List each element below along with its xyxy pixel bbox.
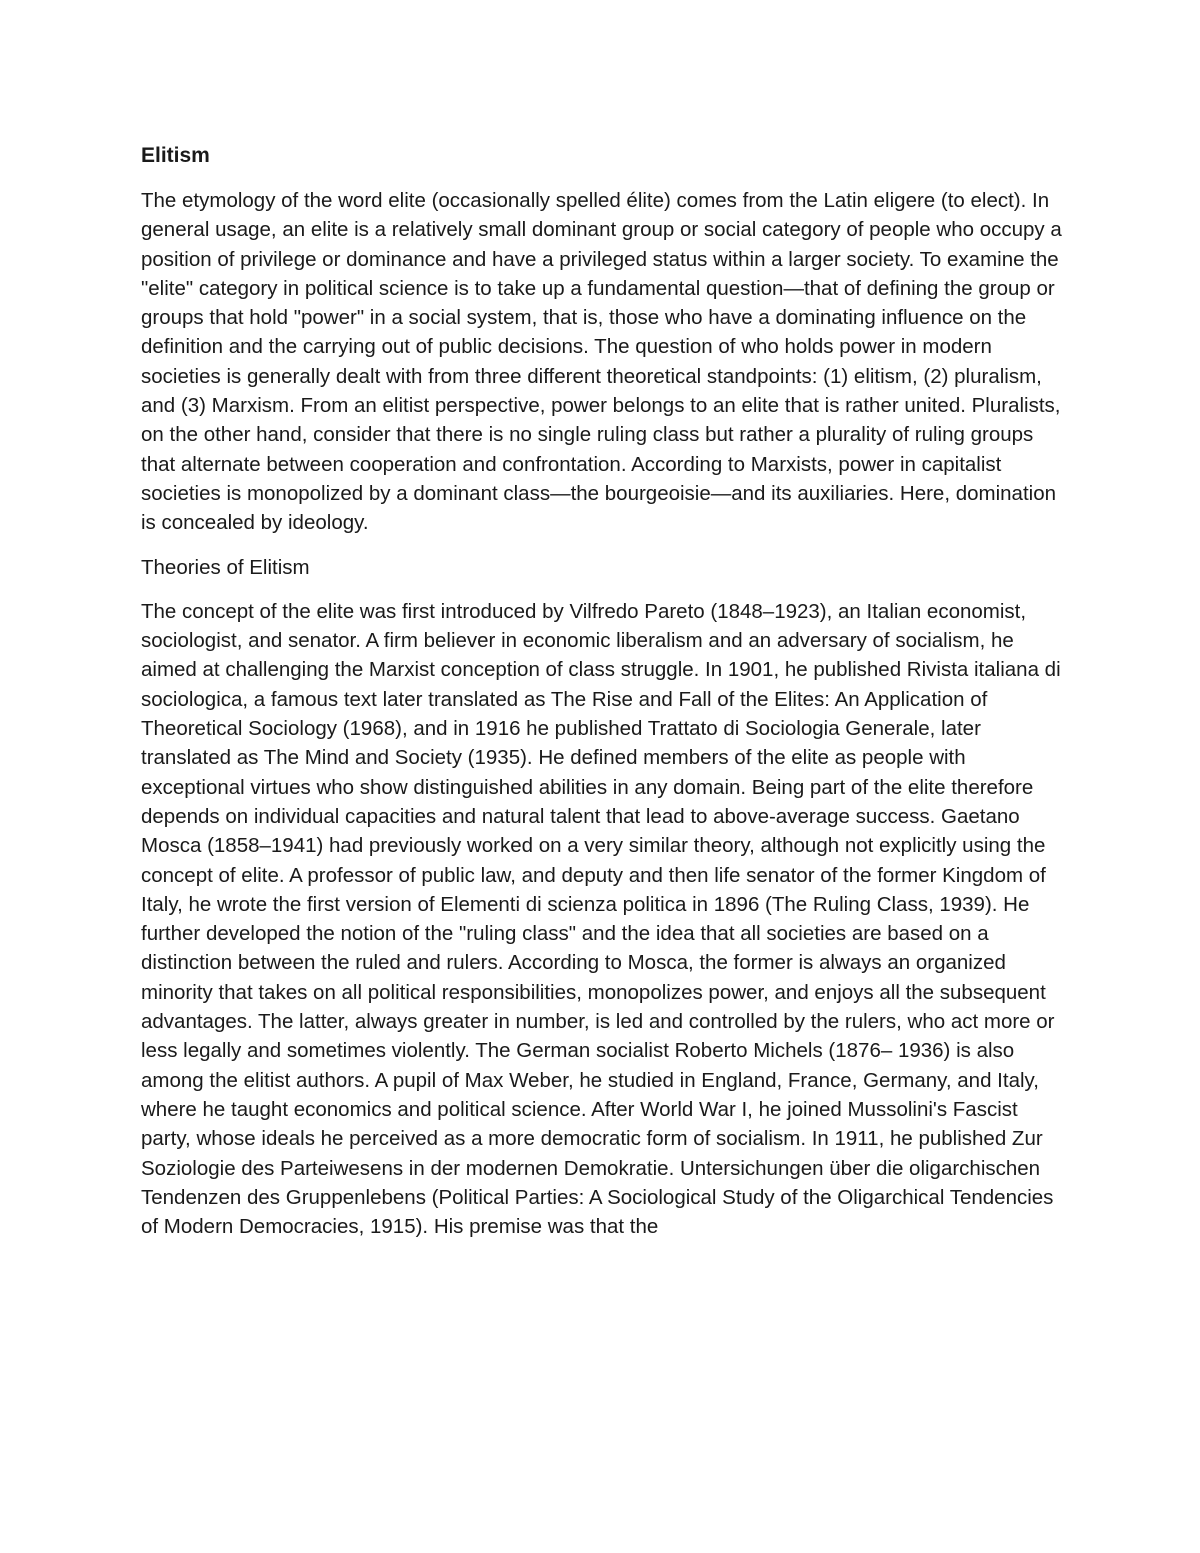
theories-paragraph: The concept of the elite was first introduced by Vilfredo Pareto (1848–1923), an Italian economist, sociologist, and senator. A firm believer in economic liberalism and an adversary of socialism, he aimed at challenging the Marxist conception of class struggle. In 1901, he published Rivista italiana di sociologica, a famous text later translated as The Rise and Fall of the Elites: An Application of Theoretical Sociology (1968), and in 1916 he published Trattato di Sociologia Generale, later translated as The Mind and Society (1935). He defined members of the elite as people with exceptional virtues who show distinguished abilities in any domain. Being part of the elite therefore depends on individual capacities and natural talent that lead to above-average success. Gaetano Mosca (1858–1941) had previously worked on a very similar theory, although not explicitly using the concept of elite. A professor of public law, and deputy and then life senator of the former Kingdom of Italy, he wrote the first version of Elementi di scienza politica in 1896 (The Ruling Class, 1939). He further developed the notion of the "ruling class" and the idea that all societies are based on a distinction between the ruled and rulers. According to Mosca, the former is always an organized minority that takes on all political responsibilities, monopolizes power, and enjoys all the subsequent advantages. The latter, always greater in number, is led and controlled by the rulers, who act more or less legally and sometimes violently. The German socialist Roberto Michels (1876– 1936) is also among the elitist authors. A pupil of Max Weber, he studied in England, France, Germany, and Italy, where he taught economics and political science. After World War I, he joined Mussolini's Fascist party, whose ideals he perceived as a more democratic form of socialism. In 1911, he published Zur Soziologie des Parteiwesens in der modernen Demokratie. Untersichungen über die oligarchischen Tendenzen des Gruppenlebens (Political Parties: A Sociological Study of the Oligarchical Tendencies of Modern Democracies, 1915). His premise was that the <box>141 599 1061 1239</box>
document-page <box>141 141 1063 1256</box>
intro-paragraph: The etymology of the word elite (occasionally spelled élite) comes from the Latin eligere (to elect). In general usage, an elite is a relatively small dominant group or social category of people who occupy a position of privilege or dominance and have a privileged status within a larger society. To examine the "elite" category in political science is to take up a fundamental question—that of defining the group or groups that hold "power" in a social system, that is, those who have a dominating influence on the definition and the carrying out of public decisions. The question of who holds power in modern societies is generally dealt with from three different theoretical standpoints: (1) elitism, (2) pluralism, and (3) Marxism. From an elitist perspective, power belongs to an elite that is rather united. Pluralists, on the other hand, consider that there is no single ruling class but rather a plurality of ruling groups that alternate between cooperation and confrontation. According to Marxists, power in capitalist societies is monopolized by a dominant class—the bourgeoisie—and its auxiliaries. Here, domination is concealed by ideology. <box>141 189 1062 535</box>
document-title: Elitism <box>141 144 210 167</box>
section-heading: Theories of Elitism <box>141 555 310 579</box>
